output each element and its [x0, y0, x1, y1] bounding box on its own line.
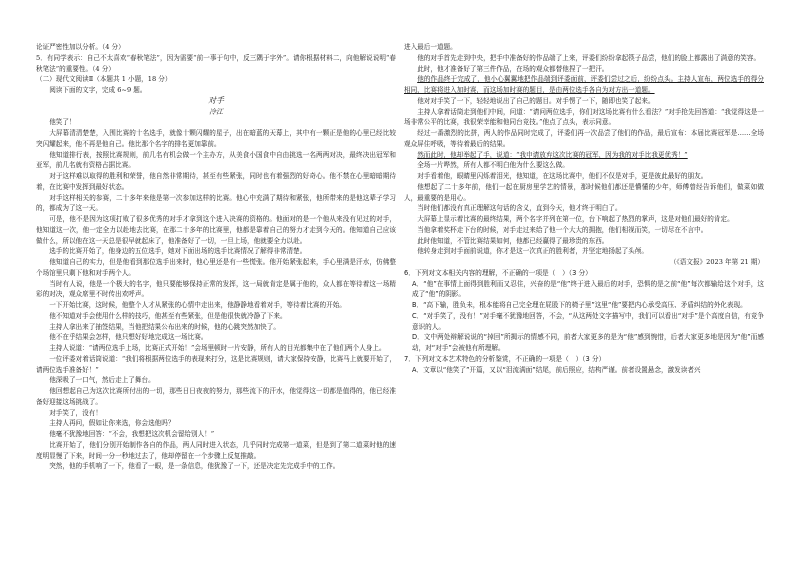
paragraph: 他笑了！ — [49, 118, 76, 127]
paragraph: 经过一番激烈的比拼，两人的作品同时完成了，评委们再一次品尝了他们的作品，最后宣布：本届比赛冠军是……全场观众屏住呼吸，等待着最后的结果。 — [404, 129, 764, 148]
paragraph: 此时，他才准备好了第三件作品，在场的观众都替他捏了一把汗。 — [417, 64, 609, 73]
right-column — [404, 42, 764, 375]
paragraph: 他回想起自己为这次比赛所付出的一切，那些日日夜夜的努力，那些流下的汗水，他觉得这一切都是值得的，他已经准备好迎接这场挑战了。 — [36, 387, 396, 406]
paragraph: 大屏幕上显示着比赛的最终结果，两个名字并列在第一位，台下响起了热烈的掌声，这是对他们最好的肯定。 — [417, 215, 734, 223]
q6-option-d: D．文中两处辩解说说的“掉回”所揭示的情感不同，前者大家更多的是为“他”感到惋惜，后者大家更多地是因为“他”而感动，对“对手”会被他有所理解。 — [412, 333, 764, 352]
paragraph: 大屏幕清清楚楚，入围比赛的十名选手，就像十颗闪耀的星子，出在暗蓝的天幕上，其中有一颗正是他的心里已经比较突闪耀起来，他不再是他自己。他比那个名字的排名更加靠前。 — [36, 129, 396, 148]
prev-question-tail: 论证严密性加以分析。（4 分） — [36, 43, 125, 51]
paragraph: 当时他们都没有真正理解这句话的含义，直到今天，他才终于明白了。 — [417, 204, 622, 213]
paragraph: 对手看着他，眼睛里闪烁着泪光，他知道，在这场比赛中，他们不仅是对手，更是彼此最好的朋友。 — [417, 172, 708, 180]
q6-option-a: A．“他”在事情上面得到胜利而又忍住，兴奋的是“他”终于进入最后的对手，恐惧的是之前“他”每次都输给这个对手，这成了“他”的阴影。 — [412, 279, 764, 299]
paragraph: 他不在乎结果会怎样，他只想好好地完成这一场比赛。 — [49, 333, 208, 342]
paragraph: 主持人再问，假如让你来选，你会选他吗？ — [49, 419, 175, 428]
left-column — [36, 42, 396, 472]
paragraph: 当时有人说，他是一个极大的名字，他只要能够保持正常的发挥，这一局就肯定是属于他的，众人都在等待着这一场精彩的对决，观众席里不时传出欢呼声。 — [36, 279, 396, 299]
q6-option-b: B．“高下输，胜负未，根本能将自己完全理在屁股下的椅子里”这里“他”要把内心承受高压、矛盾纠结的外化表现。 — [412, 301, 747, 309]
paragraph: 对手笑了，没有！ — [49, 408, 102, 417]
paragraph: 主持人说道：“请两位选手上场，比赛正式开始！”会场里顿时一片安静，所有人的目光都集中在了他们两个人身上。 — [49, 344, 386, 352]
paragraph: 比赛开始了，他们分别开始制作各自的作品，两人同时进入状态，几乎同时完成第一道菜，但是到了第二道菜时他的速度明显慢了下来，时间一分一秒地过去了，他却停留在一个步骤上反复推敲。 — [36, 440, 396, 460]
q6-option-c: C．“对手笑了，没有！”对手毫不犹豫地回答，不会，“从这两处文字描写中，我们可以看出“对手”是个高度自信，有竞争意识的人。 — [412, 311, 764, 331]
question-7: 7．下列对文本艺术特色的分析鉴赏，不正确的一项是（ ）（3 分） — [404, 354, 606, 363]
reading-instruction: 阅读下面的文字，完成 6~9 题。 — [49, 86, 147, 94]
paragraph: 选手的比赛开始了，他身边的五位选手，她对下面出场的选手比赛情况了解得非常清楚。 — [49, 247, 307, 256]
paragraph: 全场一片哗然，所有人都不明白他为什么要这么做。 — [417, 161, 569, 170]
paragraph: 对于这样难以取得的胜利和荣誉，他自然非常期待，甚至有些紧张，同时也有着强烈的好奇心。他不禁在心里暗暗期待着，在比赛中发挥到最好状态。 — [36, 172, 396, 191]
paragraph: 他知道排行表，按照比赛规则，前几名有机会做一个主办方，从美食小国食中自由挑选一名两两对决，最终决出冠军和亚军，前几名就有资格占据比赛。 — [36, 150, 396, 170]
paragraph: 当他拿着奖杯走下台的时候，对手走过来给了他一个大大的拥抱，他们相视而笑，一切尽在不言中。 — [417, 225, 708, 234]
paragraph: 他知道自己的实力，但是他看到那位选手出来时，他心里还是有一些慌张。他开始紧张起来，手心里满是汗水，仿佛整个场馆里只剩下他和对手两个人。 — [36, 258, 396, 277]
paragraph-underlined: 他的作品终于完成了，他小心翼翼地把作品端到评委面前，评委们尝过之后，纷纷点头。主持人宣布，两位选手的得分相同，比赛将进入加时赛，而这场加时赛的题目，是由两位选手各自为对方出一道题。 — [404, 75, 764, 94]
paragraph: 可是，他不是因为这项打败了很多优秀的对手才拿到这个进入决赛的资格的。他面对的是一个他从来没有见过的对手，他知道这一次，他一定全力以赴地去比赛，在那二十多年的比赛里，他都是靠着自己的努力才走到今天的。他知道自己应该做什么，所以他在这一天总是很早就起床了，他准备好了一切，一旦上场，他就要全力以赴。 — [36, 215, 396, 245]
paragraph: 主持人拿出来了抽签结果，当他把结果公布出来的时候，他的心跳突然加快了。 — [49, 322, 280, 331]
question-6: 6．下列对文本相关内容的理解，不正确的一项是（ ）（3 分） — [404, 268, 592, 277]
paragraph: 此时他知道，不管比赛结果如何，他都已经赢得了最珍贵的东西。 — [417, 236, 609, 245]
article-author: 冷江 — [209, 107, 223, 116]
question-5: 5．有同学表示：自己不太喜欢“春秋笔法”，因为需要“前一事于句中，反三隅于字外”。请你根据材料二，向他解说说明“春秋笔法”的重要性。（4 分） — [36, 53, 396, 73]
article-source: （《语文报》2023 年第 21 期） — [669, 258, 764, 266]
paragraph-underlined: 然而此时，他却举起了手，说道：“我申请放弃这次比赛的冠军，因为我的对手比我更优秀！” — [417, 150, 688, 159]
paragraph: 他转身走到对手面前说道，你才是这一次真正的胜利者，并坚定地扬起了头颅。 — [417, 247, 648, 256]
section-heading: （二）现代文阅读Ⅱ（本题共 1 小题，18 分） — [36, 75, 172, 84]
article-title: 对手 — [208, 95, 224, 105]
paragraph: 他对对手笑了一下，轻轻地说出了自己的题目。对手愣了一下，随即也笑了起来。 — [417, 96, 655, 105]
paragraph: 他深吸了一口气，然后走上了舞台。 — [49, 376, 155, 385]
paragraph: 他的对手首先走到中央，把手中准备好的作品端了上来，评委们纷纷拿起筷子品尝，他们的脸上都露出了满意的笑容。 — [417, 53, 761, 62]
paragraph: 主持人拿着话筒走到他们中间，问道：“请问两位选手，你们对这场比赛有什么看法？”对手抢先回答道：“我觉得这是一场非常公平的比赛，我很荣幸能和他同台竞技。”他点了点头，表示同意。 — [404, 107, 764, 127]
paragraph: 他毫不犹豫地回答：“不会，我想把这次机会留给别人！” — [49, 430, 215, 438]
paragraph: 他不知道对手会使用什么样的技巧，他甚至有些紧张，但是他很快就冷静了下来。 — [49, 311, 287, 320]
q7-option-a: A．文章以“他笑了”开篇，又以“泪流满面”结尾，前后照应，结构严谨。前者设置悬念，激发读者兴 — [412, 365, 701, 374]
paragraph: 一位评委对着话筒说道：“我们将根据两位选手的表现来打分，这是比赛规则，请大家保持安静，比赛马上就要开始了，请两位选手准备好！” — [36, 354, 396, 374]
paragraph: 进入最后一道题。 — [404, 43, 457, 51]
paragraph: 一下开始比赛，这时候，他整个人才从紧张的心情中走出来，他静静地看着对手，等待着比赛的开始。 — [49, 301, 346, 309]
paragraph: 对手这样相关的参赛，二十多年来他是第一次参加这样的比赛。他心中充满了期待和紧张，他所带来的是他这辈子学习的，都成为了这一天。 — [36, 193, 396, 213]
paragraph: 他想起了二十多年前，他们一起在厨房里学艺的情景，那时候他们都还是懵懂的少年，师傅曾经告诉他们，做菜如做人，最重要的是用心。 — [404, 182, 764, 202]
paragraph: 突然，他的手机响了一下，他看了一眼，是一条信息，他犹豫了一下，还是决定先完成手中的工作。 — [49, 462, 340, 471]
